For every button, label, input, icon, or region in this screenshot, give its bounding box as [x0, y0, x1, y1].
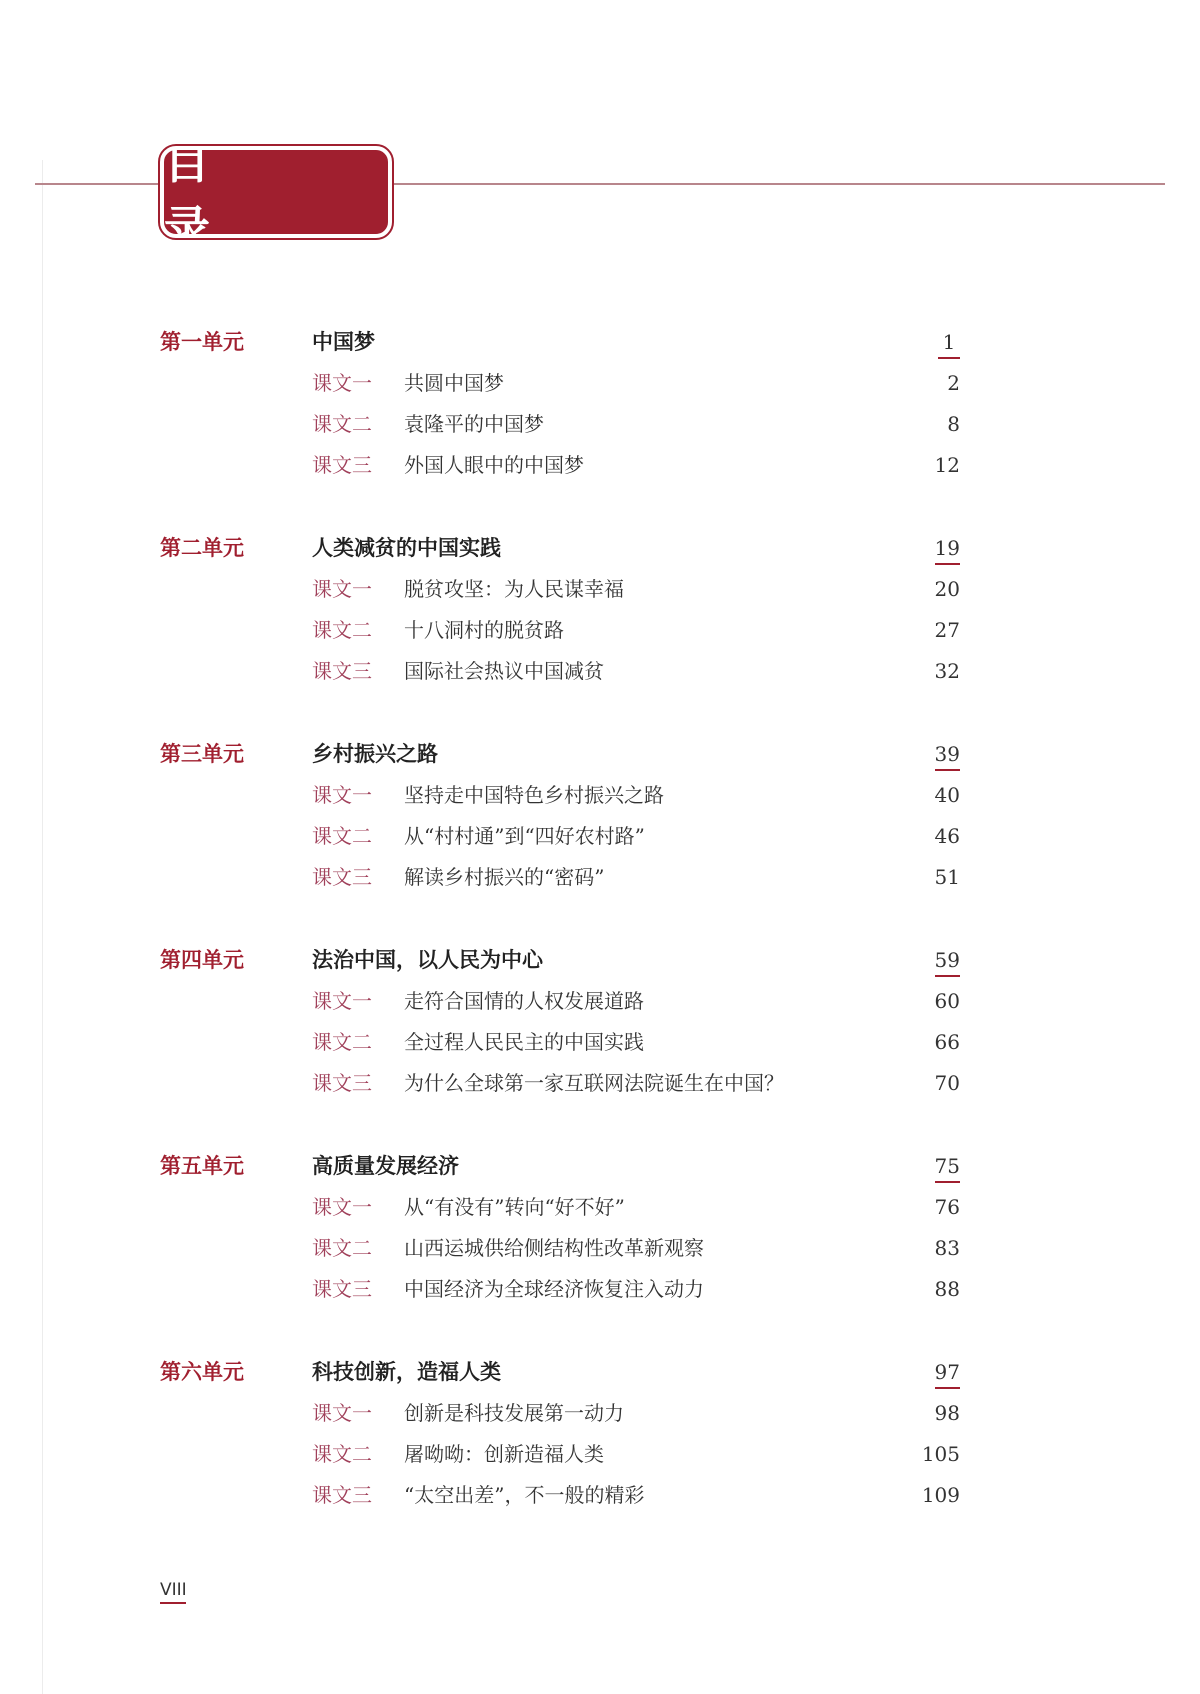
unit-title-link[interactable]: 法治中国，以人民为中心: [312, 947, 543, 972]
lesson-entry[interactable]: [312, 862, 604, 892]
unit-page-number: 19: [935, 533, 960, 565]
lesson-title: 坚持走中国特色乡村振兴之路: [404, 783, 664, 807]
lesson-entry[interactable]: [312, 1274, 704, 1304]
lesson-title: 从“有没有”转向“好不好”: [404, 1195, 625, 1219]
page-number: VIII: [160, 1580, 187, 1600]
lesson-page-number: 20: [934, 577, 960, 601]
lesson-title: 脱贫攻坚：为人民谋幸福: [404, 577, 624, 601]
unit-page-number: 39: [935, 739, 960, 771]
lesson-entry[interactable]: [312, 1480, 644, 1510]
lesson-entry[interactable]: [312, 574, 624, 604]
lesson-page-number: 2: [947, 371, 960, 395]
unit-title-link[interactable]: 科技创新，造福人类: [312, 1359, 501, 1384]
lesson-tag: 课文一: [312, 577, 372, 601]
lesson-page-number: 76: [934, 1195, 960, 1219]
unit-title-link[interactable]: 人类减贫的中国实践: [312, 535, 501, 560]
toc-unit: [0, 1357, 1200, 1527]
lesson-title: 从“村村通”到“四好农村路”: [404, 824, 645, 848]
lesson-page-number: 109: [921, 1483, 960, 1507]
lesson-title: 为什么全球第一家互联网法院诞生在中国？: [404, 1071, 784, 1095]
lesson-tag: 课文一: [312, 989, 372, 1013]
lesson-title: 共圆中国梦: [404, 371, 504, 395]
unit-title-link[interactable]: 乡村振兴之路: [312, 741, 438, 766]
lesson-title: 山西运城供给侧结构性改革新观察: [404, 1236, 704, 1260]
unit-label: 第二单元: [160, 535, 244, 560]
lesson-tag: 课文二: [312, 1030, 372, 1054]
lesson-title: 解读乡村振兴的“密码”: [404, 865, 605, 889]
lesson-title: “太空出差”，不一般的精彩: [404, 1483, 645, 1507]
lesson-page-number: 88: [934, 1277, 960, 1301]
lesson-page-number: 66: [934, 1030, 960, 1054]
toc-unit: [0, 945, 1200, 1115]
lesson-tag: 课文二: [312, 1442, 372, 1466]
unit-page-number: 59: [935, 945, 960, 977]
lesson-entry[interactable]: [312, 1398, 624, 1428]
lesson-tag: 课文三: [312, 1277, 372, 1301]
lesson-tag: 课文三: [312, 453, 372, 477]
unit-title-link[interactable]: 中国梦: [312, 329, 375, 354]
lesson-title: 国际社会热议中国减贫: [404, 659, 604, 683]
unit-title-link[interactable]: 高质量发展经济: [312, 1153, 459, 1178]
lesson-page-number: 70: [934, 1071, 960, 1095]
lesson-page-number: 83: [934, 1236, 960, 1260]
toc-unit: [0, 1151, 1200, 1321]
unit-label: 第四单元: [160, 947, 244, 972]
lesson-entry[interactable]: [312, 1068, 784, 1098]
lesson-entry[interactable]: [312, 368, 504, 398]
lesson-page-number: 40: [934, 783, 960, 807]
lesson-tag: 课文二: [312, 1236, 372, 1260]
page-title: 目 录: [164, 135, 352, 255]
lesson-tag: 课文三: [312, 865, 372, 889]
unit-page-number: 75: [935, 1151, 960, 1183]
lesson-tag: 课文一: [312, 783, 372, 807]
lesson-title: 袁隆平的中国梦: [404, 412, 544, 436]
lesson-page-number: 32: [934, 659, 960, 683]
lesson-tag: 课文三: [312, 1483, 372, 1507]
lesson-entry[interactable]: [312, 821, 645, 851]
lesson-tag: 课文三: [312, 1071, 372, 1095]
unit-label: 第三单元: [160, 741, 244, 766]
lesson-tag: 课文一: [312, 1195, 372, 1219]
lesson-title: 全过程人民民主的中国实践: [404, 1030, 644, 1054]
title-plaque: [160, 135, 392, 255]
lesson-entry[interactable]: [312, 780, 664, 810]
unit-page-number: 97: [935, 1357, 960, 1389]
lesson-page-number: 51: [934, 865, 960, 889]
lesson-page-number: 27: [934, 618, 960, 642]
lesson-page-number: 105: [921, 1442, 960, 1466]
unit-label: 第五单元: [160, 1153, 244, 1178]
lesson-entry[interactable]: [312, 450, 584, 480]
lesson-tag: 课文一: [312, 371, 372, 395]
lesson-entry[interactable]: [312, 1439, 604, 1469]
unit-label: 第一单元: [160, 329, 244, 354]
lesson-tag: 课文一: [312, 1401, 372, 1425]
page-number-rule: [160, 1602, 186, 1604]
lesson-entry[interactable]: [312, 615, 564, 645]
toc-unit: [0, 533, 1200, 703]
lesson-tag: 课文二: [312, 618, 372, 642]
lesson-page-number: 12: [934, 453, 960, 477]
lesson-entry[interactable]: [312, 1192, 625, 1222]
lesson-title: 屠呦呦：创新造福人类: [404, 1442, 604, 1466]
lesson-page-number: 60: [934, 989, 960, 1013]
lesson-title: 创新是科技发展第一动力: [404, 1401, 624, 1425]
lesson-entry[interactable]: [312, 409, 544, 439]
lesson-page-number: 8: [947, 412, 960, 436]
toc-unit: [0, 327, 1200, 497]
lesson-title: 外国人眼中的中国梦: [404, 453, 584, 477]
lesson-page-number: 46: [934, 824, 960, 848]
lesson-entry[interactable]: [312, 656, 604, 686]
toc-unit: [0, 739, 1200, 909]
lesson-entry[interactable]: [312, 986, 644, 1016]
lesson-title: 走符合国情的人权发展道路: [404, 989, 644, 1013]
lesson-title: 中国经济为全球经济恢复注入动力: [404, 1277, 704, 1301]
lesson-tag: 课文二: [312, 824, 372, 848]
lesson-tag: 课文三: [312, 659, 372, 683]
unit-label: 第六单元: [160, 1359, 244, 1384]
lesson-entry[interactable]: [312, 1027, 644, 1057]
lesson-page-number: 98: [934, 1401, 960, 1425]
lesson-title: 十八洞村的脱贫路: [404, 618, 564, 642]
lesson-entry[interactable]: [312, 1233, 704, 1263]
lesson-tag: 课文二: [312, 412, 372, 436]
unit-page-number: 1: [938, 327, 960, 359]
